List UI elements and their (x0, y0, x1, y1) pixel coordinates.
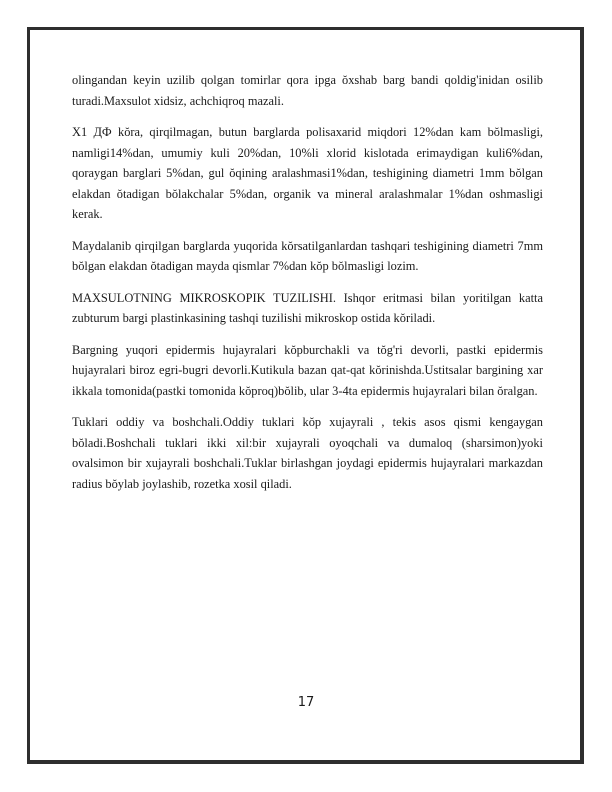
document-body (72, 70, 543, 505)
paragraph-6: Tuklari oddiy va boshchali.Oddiy tuklari kŏp xujayrali , tekis asos qismi kengaygan bŏladi.Boshchali tuklari ikki xil:bir xujayrali oyoqchali va dumaloq (sharsimon)yoki ovalsimon bir xujayrali boshchali.Tuklar birlashgan joydagi epidermis hujayralari markazdan radius bŏylab joylashib, rozetka xosil qiladi. (72, 415, 543, 491)
paragraph-3: Maydalanib qirqilgan barglarda yuqorida kŏrsatilganlardan tashqari teshigining diametri 7mm bŏlgan elakdan ŏtadigan mayda qismlar 7%dan kŏp bŏlmasligi lozim. (72, 238, 543, 273)
paragraph-2: Х1 ДФ kŏra, qirqilmagan, butun barglarda polisaxarid miqdori 12%dan kam bŏlmasligi, namligi14%dan, umumiy kuli 20%dan, 10%li xlorid kislotada erimaydigan kuli6%dan, qoraygan barglari 5%dan, gul ŏqining aralashmasi1%dan, teshigining diametri 1mm bŏlgan elakdan ŏtadigan bŏlakchalar 5%dan, organik va mineral aralashmalar 1%dan oshmasligi kerak. (72, 125, 543, 221)
paragraph-1: olingandan keyin uzilib qolgan tomirlar qora ipga ŏxshab barg bandi qoldig'inidan osilib turadi.Maxsulot xidsiz, achchiqroq mazali. (72, 73, 543, 108)
paragraph-5: Bargning yuqori epidermis hujayralari kŏpburchakli va tŏg'ri devorli, pastki epidermis hujayralari biroz egri-bugri devorli.Kutikula bazan qat-qat kŏrinishda.Ustitsalar bargining xar ikkala tomonida(pastki tomonida kŏproq)bŏlib, ular 3-4ta epidermis hujayralari bilan ŏralgan. (72, 342, 543, 398)
page-number: 17 (297, 695, 315, 710)
paragraph-4: MAXSULOTNING MIKROSKOPIK TUZILISHI. Ishqor eritmasi bilan yoritilgan katta zubturum bargi plastinkasining tashqi tuzilishi mikroskop ostida kŏriladi. (72, 290, 543, 325)
